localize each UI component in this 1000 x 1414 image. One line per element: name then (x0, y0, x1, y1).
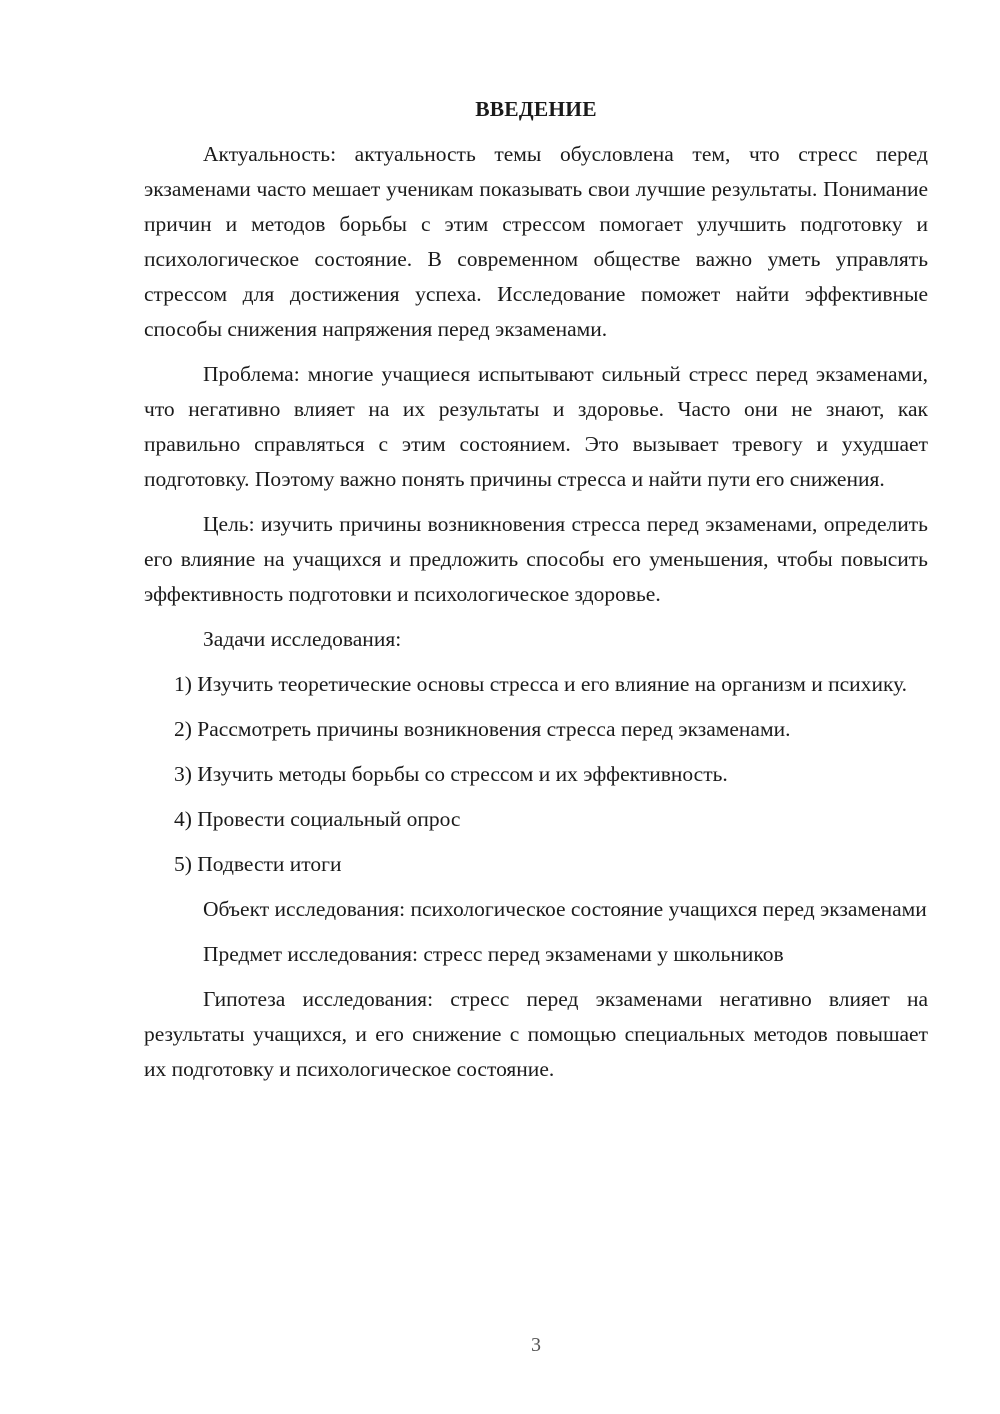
hypothesis-paragraph: Гипотеза исследования: стресс перед экзаменами негативно влияет на результаты учащихся, и его снижение с помощью специальных методов повышает их подготовку и психологическое состояние. (144, 987, 928, 1081)
task-item-1: 1) Изучить теоретические основы стресса и его влияние на организм и психику. (174, 672, 908, 696)
object-paragraph: Объект исследования: психологическое состояние учащихся перед экзаменами (203, 897, 927, 921)
tasks-heading: Задачи исследования: (203, 627, 402, 651)
task-item-3: 3) Изучить методы борьбы со стрессом и их эффективность. (174, 762, 728, 786)
page-number: 3 (531, 1334, 541, 1356)
section-title: ВВЕДЕНИЕ (475, 97, 597, 121)
goal-paragraph: Цель: изучить причины возникновения стресса перед экзаменами, определить его влияние на учащихся и предложить способы его уменьшения, чтобы повысить эффективность подготовки и психологическое здоровье. (144, 512, 928, 606)
task-item-2: 2) Рассмотреть причины возникновения стресса перед экзаменами. (174, 717, 791, 741)
page-content (144, 92, 928, 1097)
relevance-paragraph: Актуальность: актуальность темы обусловлена тем, что стресс перед экзаменами часто мешает ученикам показывать свои лучшие результаты. Понимание причин и методов борьбы с этим стрессом помогает улучшить подготовку и психологическое состояние. В современном обществе важно уметь управлять стрессом для достижения успеха. Исследование поможет найти эффективные способы снижения напряжения перед экзаменами. (144, 142, 928, 341)
subject-paragraph: Предмет исследования: стресс перед экзаменами у школьников (203, 942, 784, 966)
problem-paragraph: Проблема: многие учащиеся испытывают сильный стресс перед экзаменами, что негативно влияет на их результаты и здоровье. Часто они не знают, как правильно справляться с этим состоянием. Это вызывает тревогу и ухудшает подготовку. Поэтому важно понять причины стресса и найти пути его снижения. (144, 362, 928, 491)
task-item-4: 4) Провести социальный опрос (174, 807, 461, 831)
task-item-5: 5) Подвести итоги (174, 852, 342, 876)
